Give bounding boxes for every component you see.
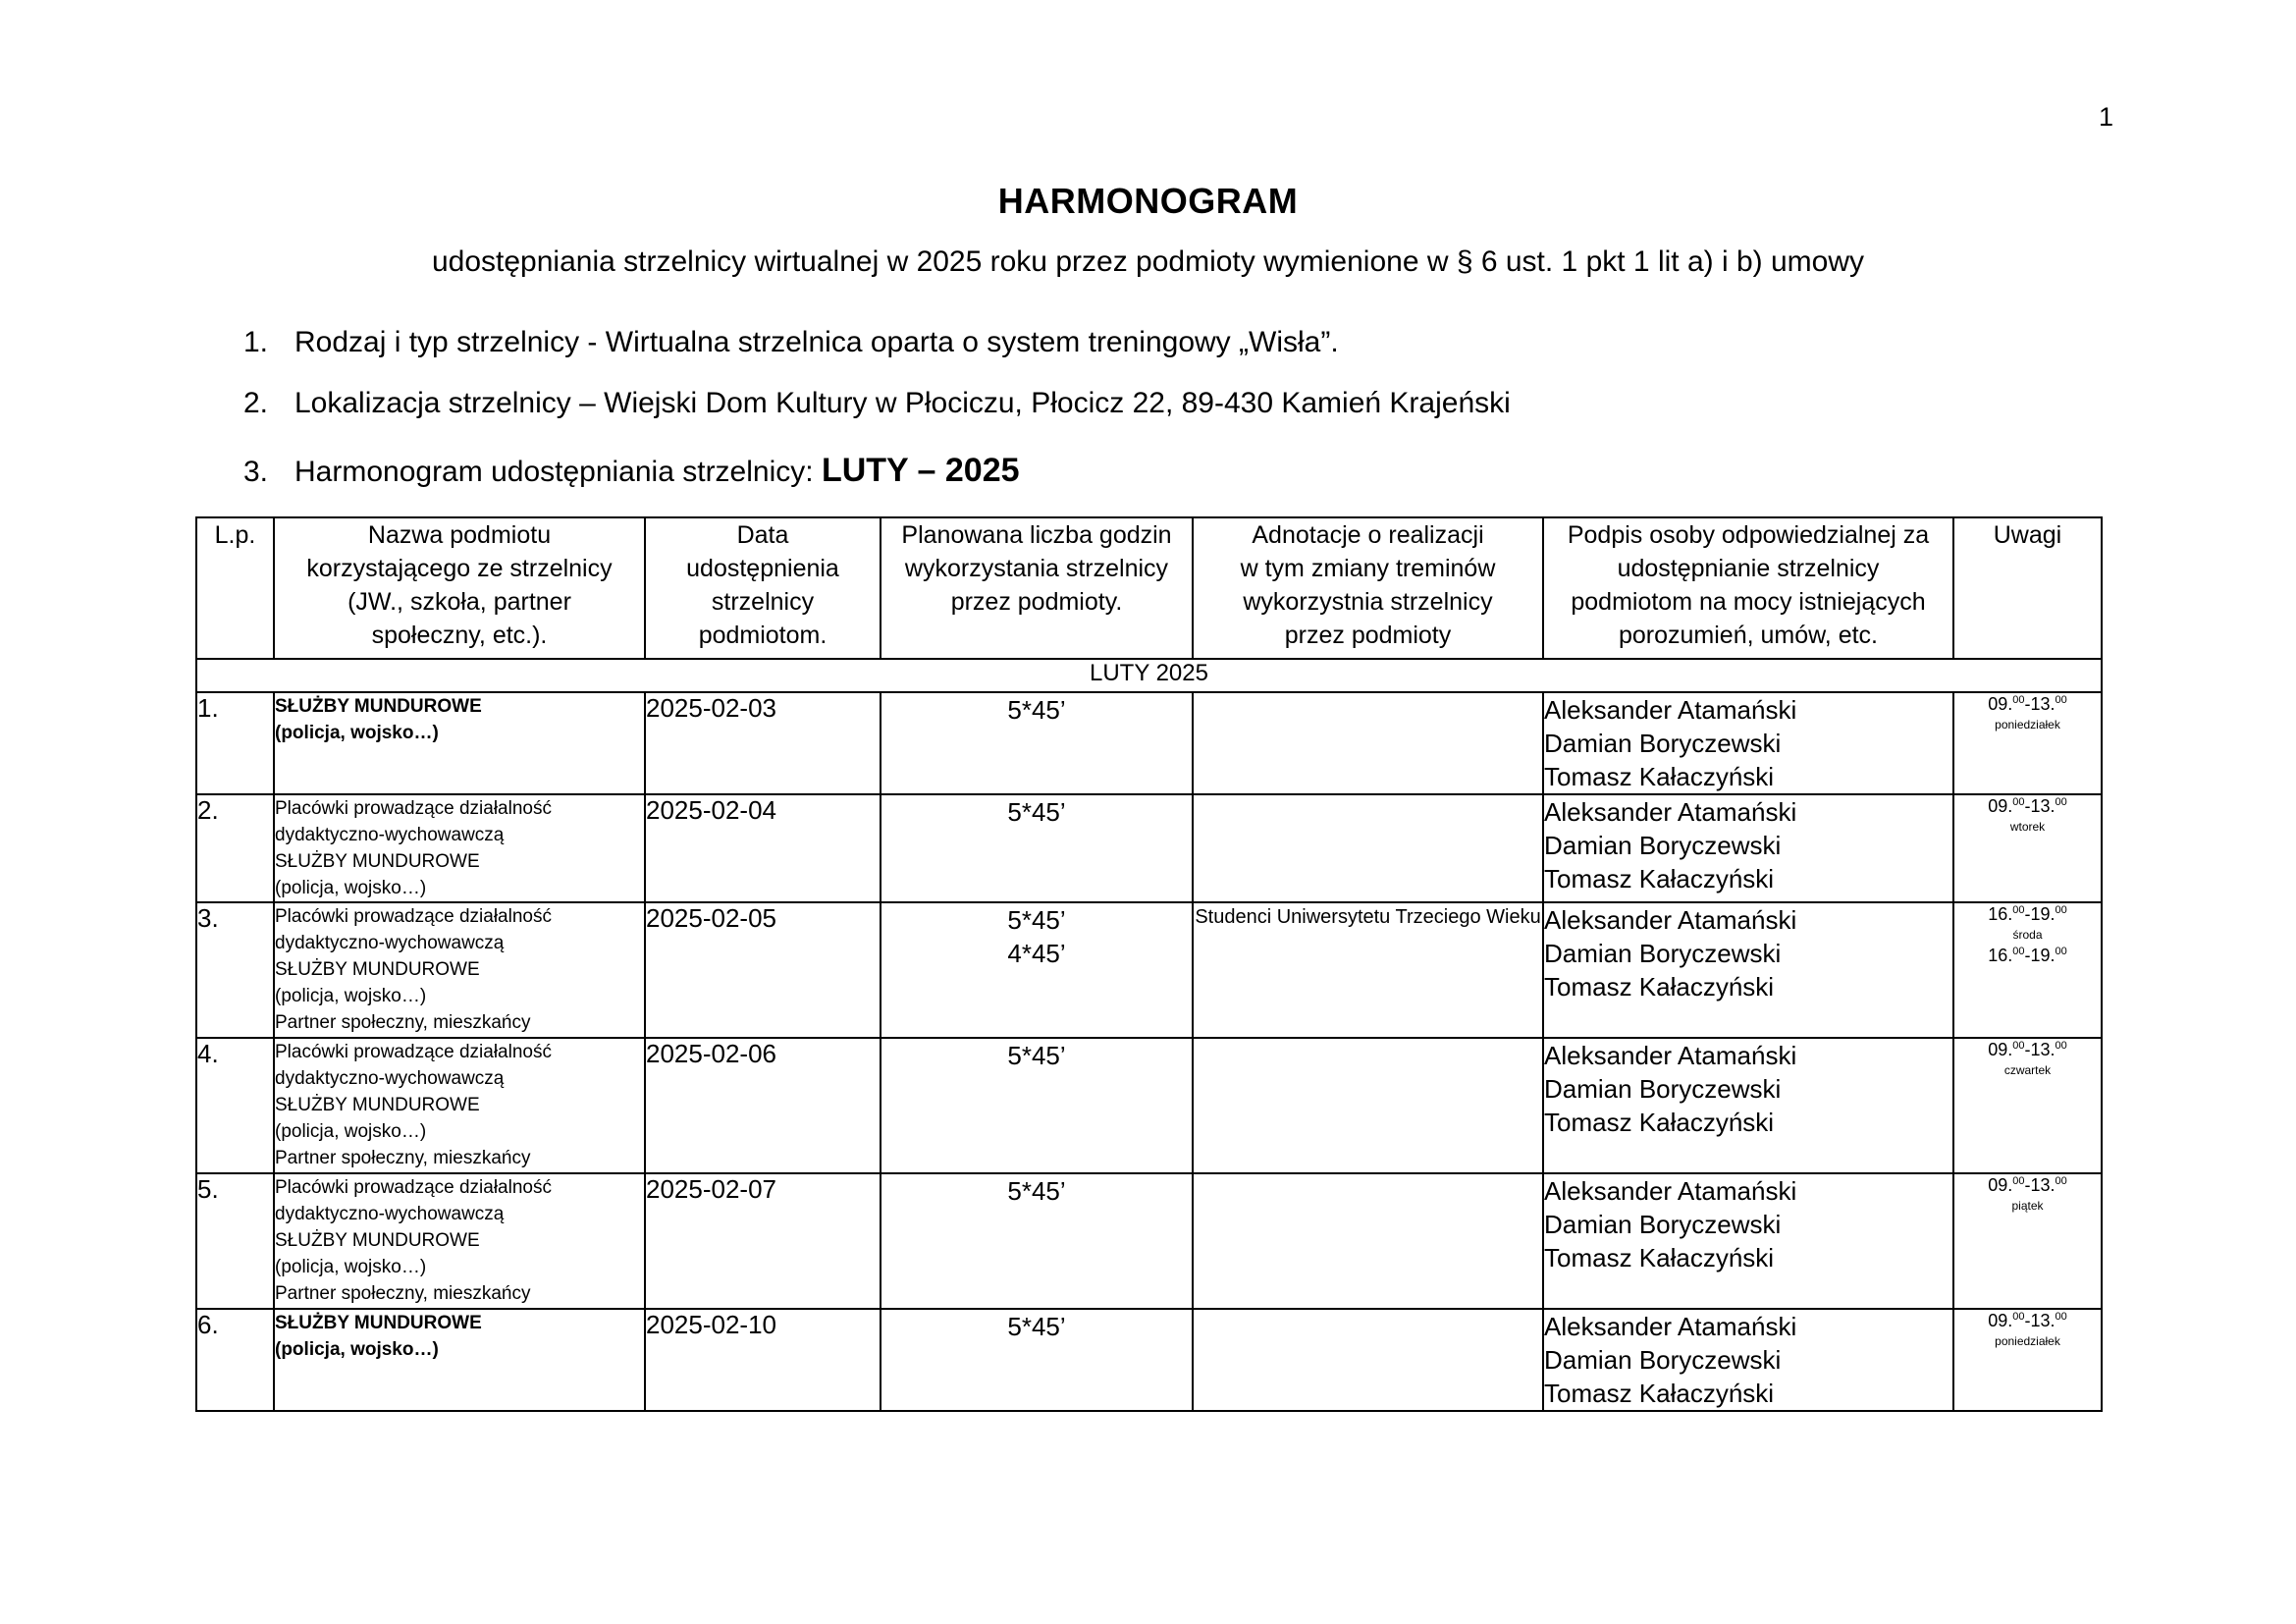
cell-uwagi [1953,1038,2102,1173]
uwagi-day: poniedziałek [1995,1334,2060,1348]
cell-data: 2025-02-06 [645,1038,881,1173]
header-data [645,517,881,659]
header-line: Adnotacje o realizacji [1252,521,1484,549]
page-number: 1 [2099,102,2114,132]
cell-uwagi [1953,692,2102,794]
header-line: wykorzystania strzelnicy [904,555,1169,582]
table-row [196,692,2102,794]
cell-adnotacje [1193,1309,1543,1411]
uwagi-day: środa [2012,928,2043,942]
cell-lp: 2. [196,794,274,902]
header-line: wykorzystnia strzelnicy [1243,588,1493,616]
table-row [196,1309,2102,1411]
podpis-name: Tomasz Kałaczyński [1544,972,1775,1001]
header-godziny [881,517,1193,659]
uwagi-time: 09.00-13.00 [1988,1175,2067,1195]
header-line: Nazwa podmiotu [367,521,552,549]
header-line: udostępnienia [686,555,839,582]
podmiot-line: dydaktyczno-wychowawczą [275,1068,505,1089]
header-lp: L.p. [196,517,274,659]
podpis-name: Aleksander Atamański [1544,797,1797,827]
godziny-line: 5*45’ [1007,1041,1066,1070]
table-row [196,794,2102,902]
cell-podmiot [274,1038,645,1173]
table-row [196,1173,2102,1309]
podpis-name: Tomasz Kałaczyński [1544,1379,1775,1408]
cell-data: 2025-02-03 [645,692,881,794]
schedule-table [195,516,2103,1412]
cell-podpis [1543,1309,1953,1411]
podpis-name: Tomasz Kałaczyński [1544,1108,1775,1137]
cell-lp: 3. [196,902,274,1038]
cell-podpis [1543,692,1953,794]
podpis-name: Damian Boryczewski [1544,1074,1782,1104]
uwagi-time: 09.00-13.00 [1988,1311,2067,1330]
podpis-name: Damian Boryczewski [1544,831,1782,860]
podpis-name: Damian Boryczewski [1544,939,1782,968]
podmiot-line-bold: SŁUŻBY MUNDUROWE [275,1313,482,1333]
podmiot-line: Placówki prowadzące działalność [275,798,552,819]
info-list [243,326,1511,513]
info-item [243,387,1511,448]
cell-lp: 6. [196,1309,274,1411]
header-line: porozumień, umów, etc. [1618,622,1878,649]
podmiot-line: Placówki prowadzące działalność [275,1042,552,1062]
podpis-name: Tomasz Kałaczyński [1544,864,1775,893]
header-line: podmiotom. [698,622,828,649]
cell-podmiot [274,1173,645,1309]
header-line: Podpis osoby odpowiedzialnej za [1567,521,1930,549]
podpis-name: Damian Boryczewski [1544,1210,1782,1239]
godziny-line: 5*45’ [1007,1312,1066,1341]
header-uwagi: Uwagi [1953,517,2102,659]
cell-adnotacje [1193,692,1543,794]
podmiot-line: Placówki prowadzące działalność [275,906,552,927]
table-row [196,902,2102,1038]
podmiot-line: (policja, wojsko…) [275,986,427,1006]
header-line: Data [736,521,789,549]
podmiot-line: (policja, wojsko…) [275,1121,427,1142]
cell-uwagi [1953,902,2102,1038]
header-line: korzystającego ze strzelnicy [306,555,613,582]
podpis-name: Tomasz Kałaczyński [1544,1243,1775,1272]
cell-data: 2025-02-04 [645,794,881,902]
podmiot-line: SŁUŻBY MUNDUROWE [275,1230,480,1251]
cell-adnotacje [1193,1173,1543,1309]
header-line: Planowana liczba godzin [901,521,1172,549]
header-line: społeczny, etc.). [371,622,548,649]
cell-godziny [881,902,1193,1038]
header-line: strzelnicy [711,588,815,616]
cell-adnotacje: Studenci Uniwersytetu Trzeciego Wieku [1193,902,1543,1038]
header-line: przez podmioty. [950,588,1123,616]
uwagi-day: czwartek [2003,1063,2052,1077]
header-podmiot [274,517,645,659]
podmiot-line: SŁUŻBY MUNDUROWE [275,851,480,872]
godziny-line: 5*45’ [1007,905,1066,935]
header-line: przez podmioty [1284,622,1452,649]
uwagi-time: 09.00-13.00 [1988,796,2067,816]
cell-podpis [1543,1173,1953,1309]
podmiot-line: Partner społeczny, mieszkańcy [275,1283,531,1304]
info-item-strong: LUTY – 2025 [821,452,1020,489]
uwagi-time: 09.00-13.00 [1988,1040,2067,1059]
cell-uwagi [1953,1309,2102,1411]
table-row [196,1038,2102,1173]
uwagi-day: poniedziałek [1995,718,2060,731]
info-item-number: 1. [243,326,269,358]
info-item-text: Lokalizacja strzelnicy – Wiejski Dom Kultury w Płociczu, Płocicz 22, 89-430 Kamień Krajeński [294,387,1511,419]
cell-godziny [881,1309,1193,1411]
cell-uwagi [1953,794,2102,902]
cell-lp: 5. [196,1173,274,1309]
cell-data: 2025-02-07 [645,1173,881,1309]
header-line: (JW., szkoła, partner [347,588,571,616]
info-item-number: 3. [243,456,269,488]
podmiot-line: dydaktyczno-wychowawczą [275,933,505,953]
cell-podmiot [274,692,645,794]
podmiot-line: (policja, wojsko…) [275,878,427,898]
document-title: HARMONOGRAM [997,181,1299,221]
podpis-name: Aleksander Atamański [1544,695,1797,725]
info-item-text: Rodzaj i typ strzelnicy - Wirtualna strzelnica oparta o system treningowy „Wisła”. [294,326,1339,358]
godziny-line: 5*45’ [1007,695,1066,725]
cell-godziny [881,794,1193,902]
info-item-number: 2. [243,387,269,419]
cell-podmiot [274,794,645,902]
cell-lp: 4. [196,1038,274,1173]
godziny-line: 5*45’ [1007,1176,1066,1206]
podmiot-line: (policja, wojsko…) [275,1257,427,1277]
cell-godziny [881,1173,1193,1309]
uwagi-time: 16.00-19.00 [1988,946,2067,965]
cell-podpis [1543,1038,1953,1173]
document-subtitle: udostępniania strzelnicy wirtualnej w 2025 roku przez podmioty wymienione w § 6 ust. 1 pkt 1 lit a) i b) umowy [431,245,1864,278]
podpis-name: Aleksander Atamański [1544,1041,1797,1070]
cell-lp: 1. [196,692,274,794]
uwagi-time: 09.00-13.00 [1988,694,2067,714]
header-line: udostępnianie strzelnicy [1617,555,1880,582]
podmiot-line-bold: (policja, wojsko…) [275,723,439,743]
podpis-name: Tomasz Kałaczyński [1544,762,1775,791]
godziny-line: 5*45’ [1007,797,1066,827]
cell-adnotacje [1193,794,1543,902]
table-header-row [196,517,2102,659]
podmiot-line: dydaktyczno-wychowawczą [275,1204,505,1224]
uwagi-time: 16.00-19.00 [1988,904,2067,924]
podmiot-line: Placówki prowadzące działalność [275,1177,552,1198]
podpis-name: Aleksander Atamański [1544,905,1797,935]
month-label: LUTY 2025 [196,659,2102,692]
podmiot-line-bold: (policja, wojsko…) [275,1339,439,1360]
cell-data: 2025-02-05 [645,902,881,1038]
podpis-name: Aleksander Atamański [1544,1176,1797,1206]
podmiot-line: dydaktyczno-wychowawczą [275,825,505,845]
info-item [243,326,1511,387]
podpis-name: Aleksander Atamański [1544,1312,1797,1341]
podmiot-line-bold: SŁUŻBY MUNDUROWE [275,696,482,717]
cell-godziny [881,1038,1193,1173]
podpis-name: Damian Boryczewski [1544,729,1782,758]
cell-podpis [1543,794,1953,902]
info-item-text: Harmonogram udostępniania strzelnicy: LUTY – 2025 [294,452,1020,489]
header-adnotacje [1193,517,1543,659]
header-podpis [1543,517,1953,659]
cell-data: 2025-02-10 [645,1309,881,1411]
podpis-name: Damian Boryczewski [1544,1345,1782,1375]
uwagi-day: wtorek [2009,820,2046,834]
uwagi-day: piątek [2011,1199,2044,1213]
cell-podpis [1543,902,1953,1038]
cell-uwagi [1953,1173,2102,1309]
cell-adnotacje [1193,1038,1543,1173]
podmiot-line: Partner społeczny, mieszkańcy [275,1012,531,1033]
cell-podmiot [274,902,645,1038]
header-line: w tym zmiany treminów [1240,555,1496,582]
cell-podmiot [274,1309,645,1411]
podmiot-line: SŁUŻBY MUNDUROWE [275,1095,480,1115]
info-item [243,452,1511,513]
header-line: podmiotom na mocy istniejących [1571,588,1926,616]
podmiot-line: SŁUŻBY MUNDUROWE [275,959,480,980]
month-row [196,659,2102,692]
podmiot-line: Partner społeczny, mieszkańcy [275,1148,531,1168]
godziny-line: 4*45’ [1007,939,1066,968]
cell-godziny [881,692,1193,794]
